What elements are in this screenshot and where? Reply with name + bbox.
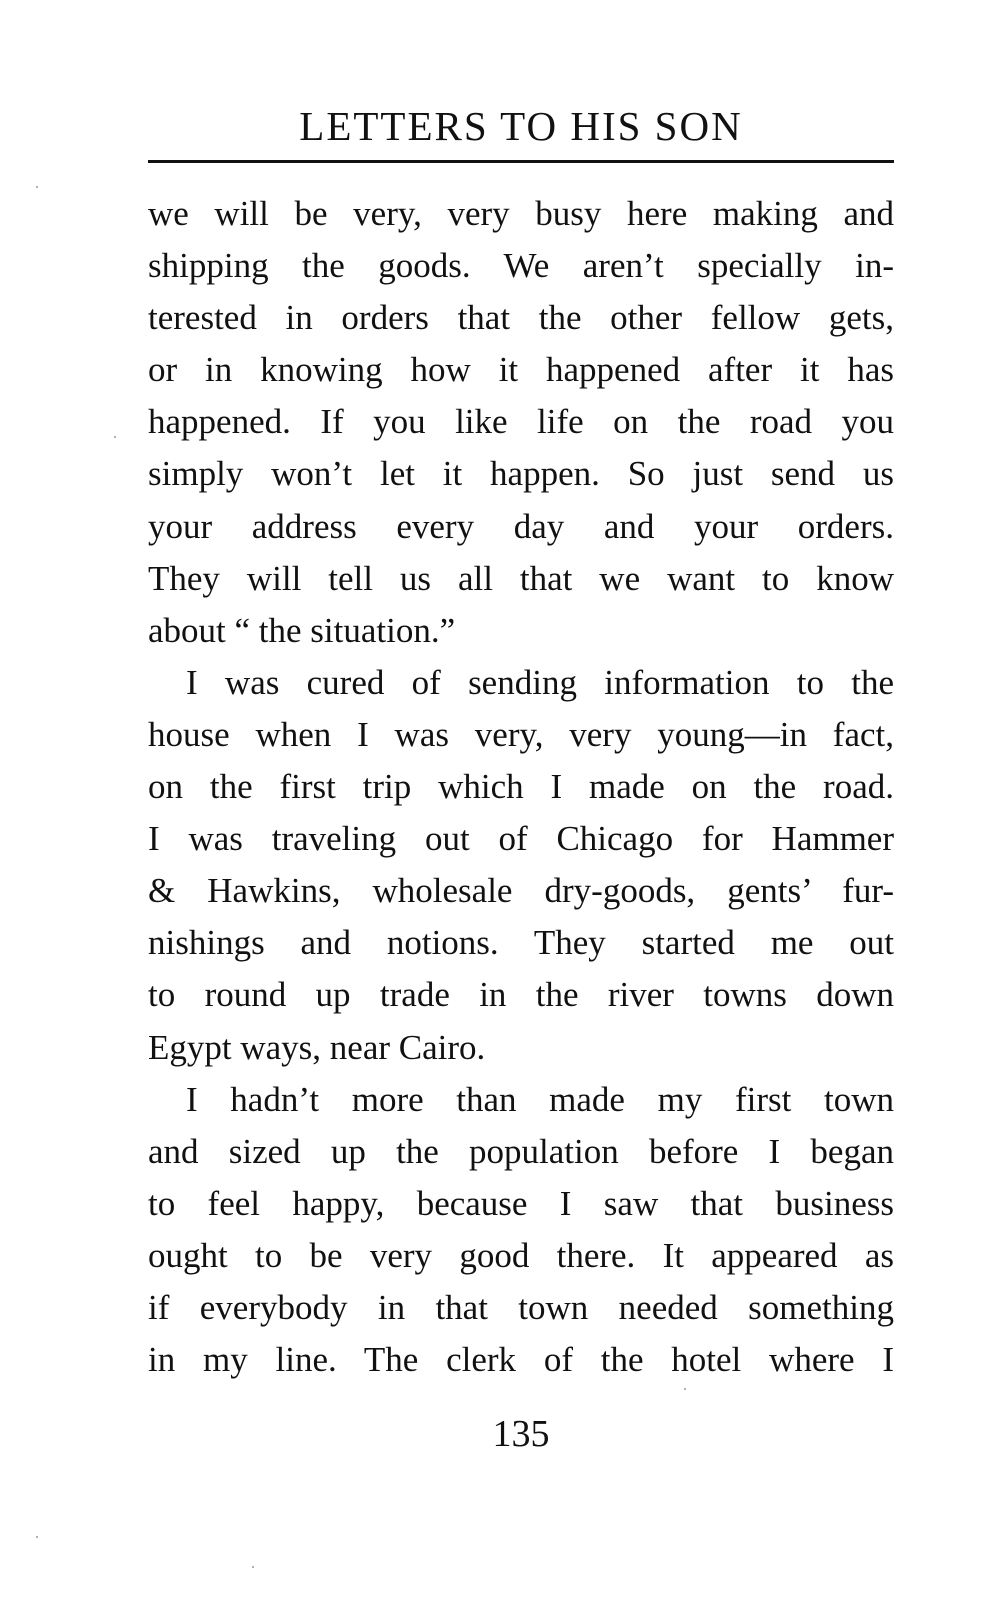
text-line-paragraph-start: I hadn’t more than made my first town (186, 1079, 894, 1119)
text-line: and sized up the population before I began (148, 1131, 894, 1171)
text-line: on the first trip which I made on the road. (148, 767, 894, 807)
text-line: to feel happy, because I saw that business (148, 1183, 894, 1223)
scan-speck (252, 1566, 254, 1568)
text-line: nishings and notions. They started me out (148, 923, 894, 963)
text-line: or in knowing how it happened after it has (148, 350, 894, 390)
scan-speck (684, 1388, 686, 1390)
text-line: I was traveling out of Chicago for Hammer (148, 819, 894, 859)
header-rule (148, 160, 894, 163)
text-line: we will be very, very busy here making and (148, 194, 894, 233)
scan-speck (36, 1536, 38, 1538)
text-line: to round up trade in the river towns down (148, 975, 894, 1015)
text-line: simply won’t let it happen. So just send us (148, 454, 894, 494)
running-head-title: LETTERS TO HIS SON (299, 103, 743, 149)
page-body (148, 188, 894, 1386)
text-line-paragraph-end: about “ the situation.” (148, 610, 456, 650)
text-line: ought to be very good there. It appeared as (148, 1235, 894, 1275)
text-line: in my line. The clerk of the hotel where I (148, 1340, 894, 1380)
scan-speck (114, 436, 116, 438)
text-line-paragraph-end: Egypt ways, near Cairo. (148, 1027, 486, 1067)
page-number: 135 (492, 1413, 550, 1455)
scan-speck (36, 186, 38, 188)
text-line: house when I was very, very young—in fact, (148, 714, 894, 754)
text-line: They will tell us all that we want to know (148, 558, 894, 598)
text-line: happened. If you like life on the road you (148, 402, 894, 442)
text-line: & Hawkins, wholesale dry-goods, gents’ fur- (148, 871, 894, 911)
text-line-paragraph-start: I was cured of sending information to the (186, 662, 894, 702)
text-line: if everybody in that town needed something (148, 1287, 894, 1327)
text-line: shipping the goods. We aren’t specially in- (148, 246, 894, 286)
text-line: terested in orders that the other fellow gets, (148, 298, 894, 338)
text-line: your address every day and your orders. (148, 506, 894, 546)
